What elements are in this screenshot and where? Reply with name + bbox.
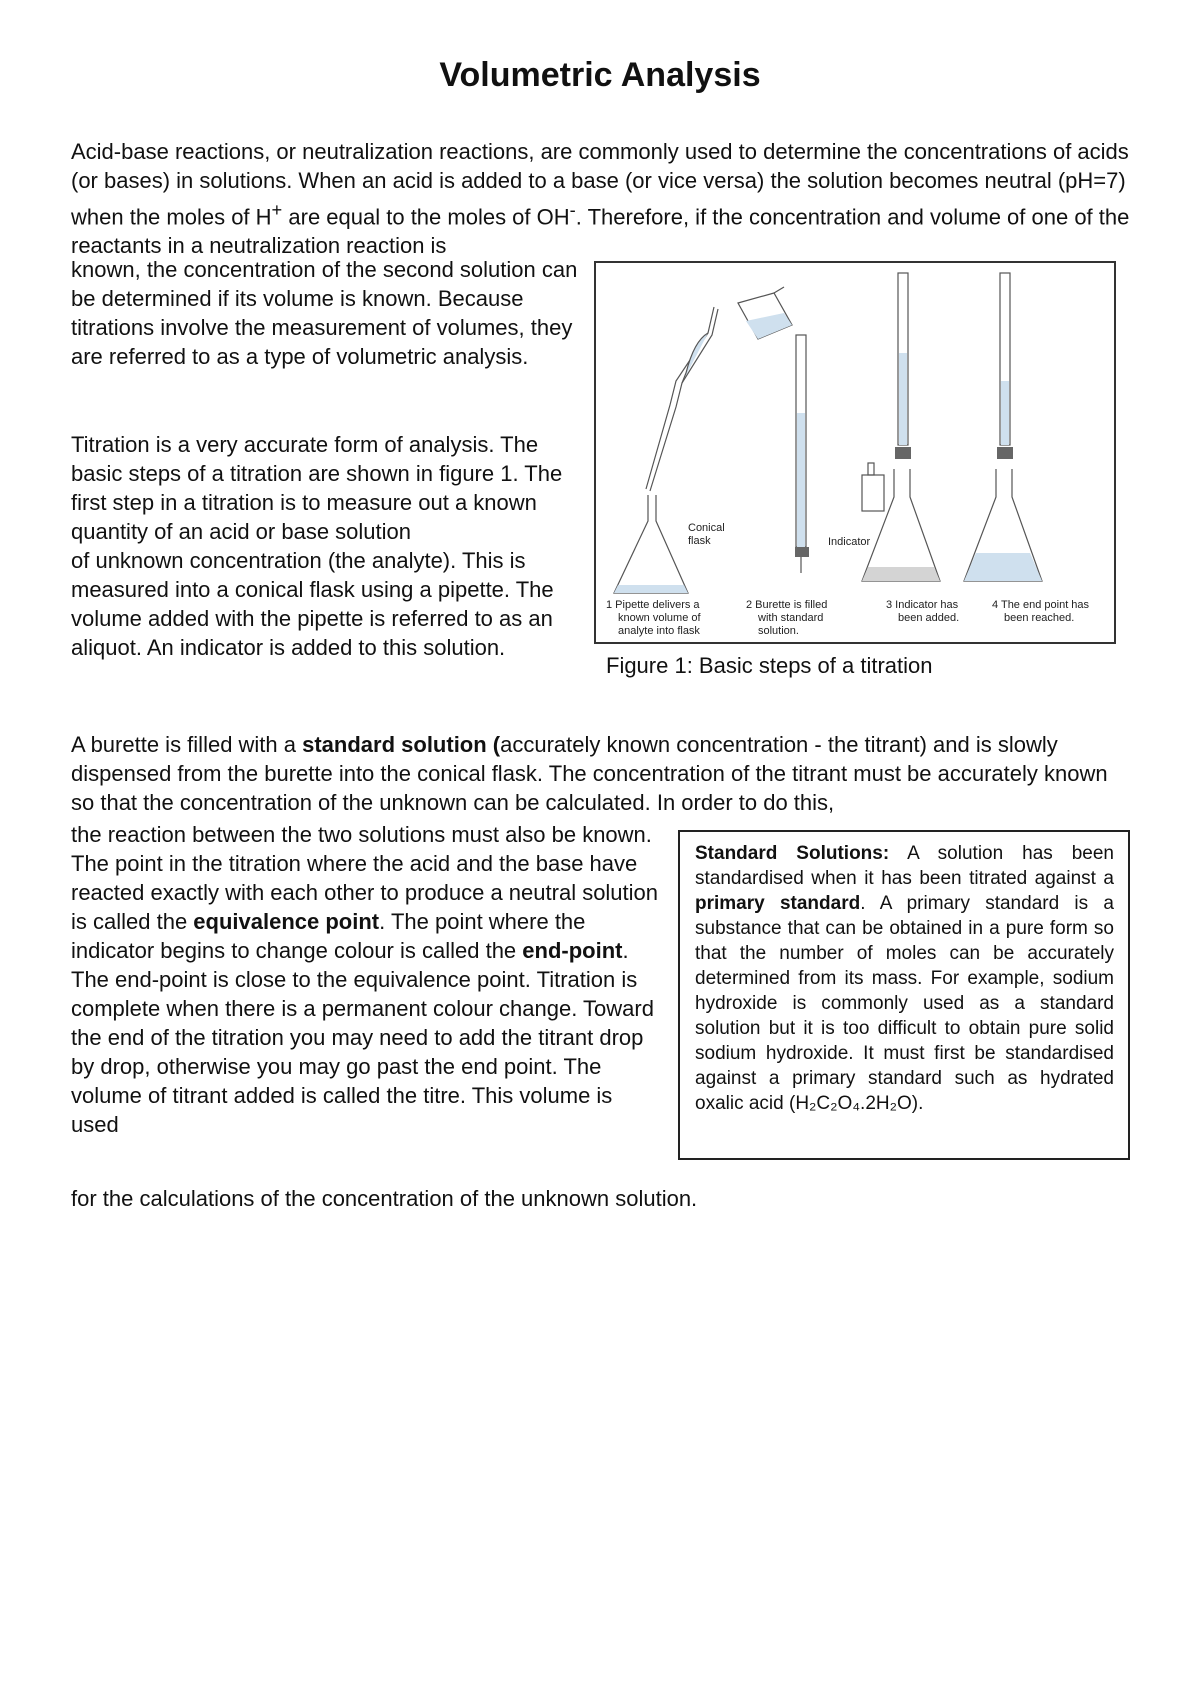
pipette-illustration xyxy=(646,307,718,491)
sidebox-text-a: A solution has been standardised when it has been titrated against a xyxy=(695,843,1114,889)
step2-line2: with standard xyxy=(758,612,824,624)
flask-step1 xyxy=(614,495,688,593)
reaction-text-a: the reaction between the two solutions must also be known. xyxy=(71,822,652,847)
indicator-bottle xyxy=(862,463,884,511)
step2-line1: 2 Burette is filled xyxy=(746,599,828,611)
step3-line1: 3 Indicator has xyxy=(886,599,959,611)
sidebox-heading: Standard Solutions: xyxy=(695,843,890,864)
standard-solutions-box xyxy=(678,830,1130,1160)
step2-line3: solution. xyxy=(758,625,799,637)
paragraph-burette xyxy=(71,730,1131,817)
step4-line1: 4 The end point has xyxy=(992,599,1090,611)
label-flask: flask xyxy=(688,535,711,547)
step3-line2: been added. xyxy=(898,612,960,624)
standard-solution-term: standard solution ( xyxy=(302,732,501,757)
reaction-text-d: . The end-point is close to the equivalence point. Titration is complete when there is a permanent colour change. Toward the end of the titration you may need to add the titrant drop by drop, otherwise you may go past the end point. The volume of titrant added is called the titre. This volume is used xyxy=(71,938,654,1137)
burette-step4 xyxy=(997,273,1013,459)
intro-text-a: Acid-base reactions, or neutralization reactions, are commonly used to determine the concentrations of acids (or bases) in solutions. When an acid is added to a base (or vice versa) the solution becomes neutral (pH=7) when the moles of H xyxy=(71,139,1129,230)
intro-text-c: . Therefore, if the concentration and volume of one of the reactants in a neutralization reaction is xyxy=(71,204,1130,259)
page-title: Volumetric Analysis xyxy=(439,56,761,94)
titration-figure xyxy=(594,261,1116,644)
oh-minus-superscript: - xyxy=(569,199,576,220)
end-point-term: end-point xyxy=(522,938,623,963)
burette-text-b: accurately known concentration - the titrant) and is slowly dispensed from the burette into the conical flask. The concentration of the titrant must be accurately known so that the concentration of the unknown can be calculated. In order to do this, xyxy=(71,732,1108,815)
figure-caption: Figure 1: Basic steps of a titration xyxy=(606,653,933,678)
label-conical: Conical xyxy=(688,522,725,534)
label-indicator: Indicator xyxy=(828,536,871,548)
titration-diagram xyxy=(596,263,1118,646)
intro-text-b: are equal to the moles of OH xyxy=(282,204,570,230)
step1-line3: analyte into flask xyxy=(618,625,700,637)
paragraph-final: for the calculations of the concentration of the unknown solution. xyxy=(71,1186,698,1211)
equivalence-point-term: equivalence point xyxy=(193,909,380,934)
primary-standard-term: primary standard xyxy=(695,893,861,914)
titration-text-b: of unknown concentration (the analyte). This is measured into a conical flask using a pipette. The volume added with the pipette is referred to as an aliquot. An indicator is added to this solution. xyxy=(71,548,554,660)
paragraph-known: known, the concentration of the second solution can be determined if its volume is known. Because titrations involve the measurement of volumes, they are referred to as a type of volumetric analysis. xyxy=(71,257,578,369)
titration-text-a: Titration is a very accurate form of analysis. The basic steps of a titration are shown in figure 1. The first step in a titration is to measure out a known quantity of an acid or base solution xyxy=(71,432,563,544)
step1-line1: 1 Pipette delivers a xyxy=(606,599,700,611)
paragraph-titration xyxy=(71,430,581,662)
paragraph-reaction xyxy=(71,820,661,1139)
beaker-illustration xyxy=(738,287,792,339)
h-plus-superscript: + xyxy=(271,199,283,220)
step1-line2: known volume of xyxy=(618,612,701,624)
reaction-text-c: . The point where the indicator begins to change colour is called the xyxy=(71,909,586,963)
burette-text-a: A burette is filled with a xyxy=(71,732,303,757)
flask-step4 xyxy=(964,469,1042,581)
burette-step3 xyxy=(895,273,911,459)
sidebox-text-b: . A primary standard is a substance that can be obtained in a pure form so that the number of moles can be accurately determined from its mass. For example, sodium hydroxide is commonly used as a standard solution but it is too difficult to obtain pure solid sodium hydroxide. It must first be standardised against a primary standard such as hydrated oxalic acid (H₂C₂O₄.2H₂O). xyxy=(695,893,1114,1114)
reaction-text-b: The point in the titration where the acid and the base have reacted exactly with each other to produce a neutral solution is called the xyxy=(71,851,659,934)
intro-paragraph xyxy=(71,137,1131,260)
flask-step3 xyxy=(862,469,940,581)
step4-line2: been reached. xyxy=(1004,612,1075,624)
burette-step2 xyxy=(795,335,809,573)
